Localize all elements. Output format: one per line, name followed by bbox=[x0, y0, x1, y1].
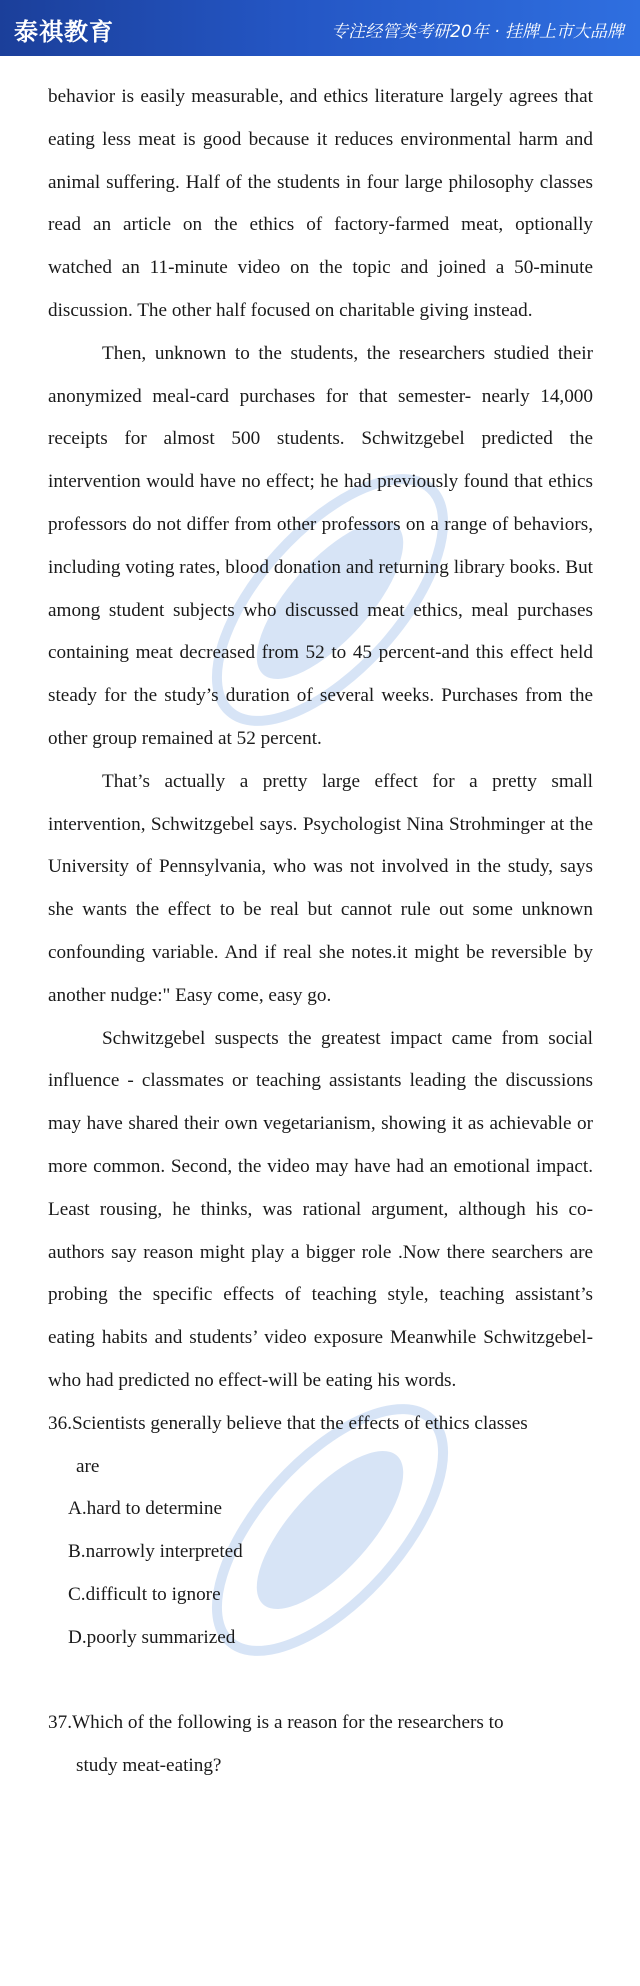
header-banner bbox=[0, 0, 640, 56]
spacer bbox=[48, 1659, 593, 1702]
paragraph: That’s actually a pretty large effect for a pretty small intervention, Schwitzgebel says. Psychologist Nina Strohminger at the University of Pennsylvania, who was not involved in the study, says she wants the effect to be real but cannot rule out some unknown confounding variable. And if real she notes.it might be reversible by another nudge:" Easy come, easy go. bbox=[48, 770, 593, 1006]
option-d[interactable]: D.poorly summarized bbox=[68, 1626, 236, 1648]
option-b[interactable]: B.narrowly interpreted bbox=[68, 1541, 243, 1563]
paragraph: behavior is easily measurable, and ethics literature largely agrees that eating less meat is good because it reduces environmental harm and animal suffering. Half of the students in four large philosophy classes read an article on the ethics of factory-farmed meat, optionally watched an 11-minute video on the topic and joined a 50-minute discussion. The other half focused on charitable giving instead. bbox=[48, 86, 593, 321]
question-stem: 36.Scientists generally believe that the effects of ethics classes bbox=[48, 1412, 528, 1434]
option-a[interactable]: A.hard to determine bbox=[68, 1498, 222, 1520]
paragraph: Then, unknown to the students, the researchers studied their anonymized meal-card purchases for that semester- nearly 14,000 receipts for almost 500 students. Schwitzgebel predicted the intervention would have no effect; he had previously found that ethics professors do not differ from other professors on a range of behaviors, including voting rates, blood donation and returning library books. But among student subjects who discussed meat ethics, meal purchases containing meat decreased from 52 to 45 percent-and this effect held steady for the study’s duration of several weeks. Purchases from the other group remained at 52 percent. bbox=[48, 342, 593, 749]
paragraph: Schwitzgebel suspects the greatest impact came from social influence - classmates or teaching assistants leading the discussions may have shared their own vegetarianism, showing it as achievable or more common. Second, the video may have had an emotional impact. Least rousing, he thinks, was rational argument, although his co-authors say reason might play a bigger role .Now there searchers are probing the specific effects of teaching style, teaching assistant’s eating habits and students’ video exposure Meanwhile Schwitzgebel-who had predicted no effect-will be eating his words. bbox=[48, 1027, 593, 1391]
passage bbox=[48, 76, 593, 1788]
question-stem-continued: study meat-eating? bbox=[76, 1755, 222, 1777]
brand-logo-text: 泰祺教育 bbox=[14, 17, 114, 46]
question-36 bbox=[48, 1403, 593, 1660]
question-stem: 37.Which of the following is a reason for the researchers to bbox=[48, 1712, 504, 1734]
option-c[interactable]: C.difficult to ignore bbox=[68, 1583, 221, 1605]
question-stem-continued: are bbox=[76, 1455, 100, 1477]
question-37 bbox=[48, 1702, 593, 1788]
header-slogan: 专注经管类考研20年 · 挂牌上市大品牌 bbox=[331, 22, 624, 42]
